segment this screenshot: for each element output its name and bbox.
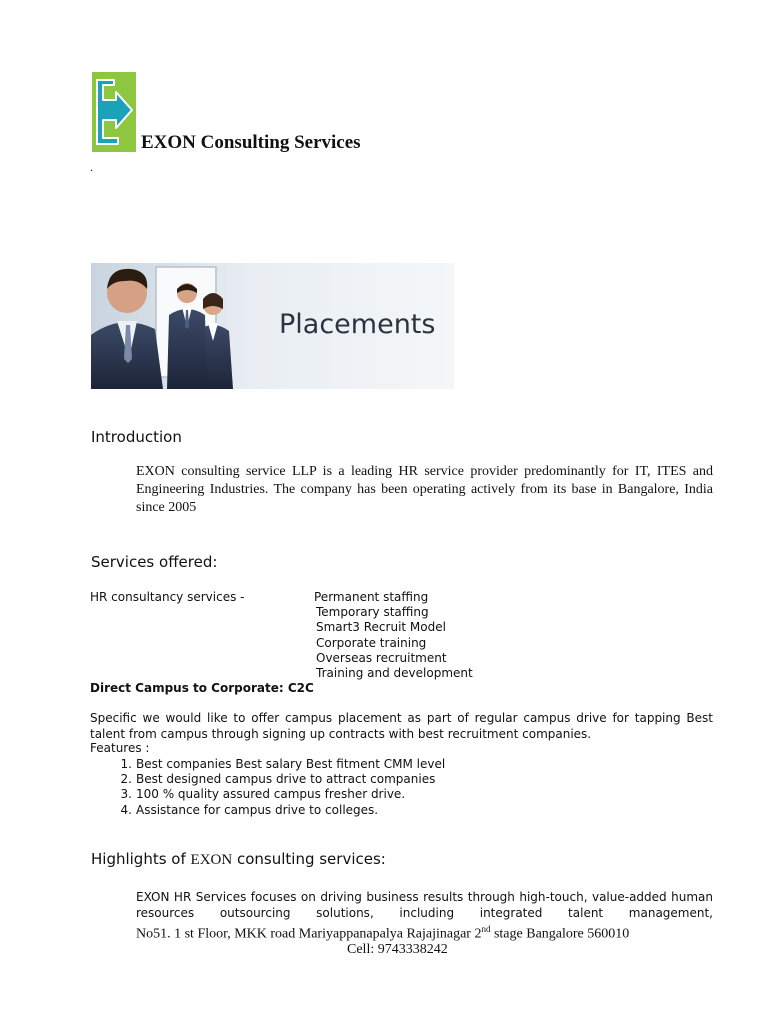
address-ordinal: nd	[481, 924, 491, 934]
services-list	[316, 590, 473, 681]
feature-item	[90, 757, 445, 772]
c2c-heading: Direct Campus to Corporate: C2C	[90, 681, 314, 695]
address-rest: stage Bangalore 560010	[490, 926, 630, 942]
feature-number: 1.	[120, 757, 132, 771]
highlights-heading	[91, 850, 386, 869]
highlights-paragraph: EXON HR Services focuses on driving business results through high-touch, value-added human resources outsourcing solutions, including integrated talent management,	[136, 890, 713, 920]
company-name: EXON Consulting Services	[141, 132, 361, 153]
service-item: Corporate training	[316, 635, 427, 650]
highlights-heading-brand: EXON	[190, 852, 233, 868]
service-item: Training and development	[316, 666, 473, 681]
feature-text: Best designed campus drive to attract companies	[136, 772, 436, 787]
footer-cell: Cell: 9743338242	[347, 942, 448, 957]
stray-dot: .	[90, 160, 93, 174]
introduction-paragraph: EXON consulting service LLP is a leading HR service provider predominantly for IT, ITES and Engineering Industries. The company has been operating actively from its base in Bangalore, India since 2005	[136, 464, 713, 515]
hr-consultancy-label: HR consultancy services -	[90, 590, 245, 604]
service-item: Permanent staffing	[314, 590, 429, 604]
feature-number: 4.	[120, 802, 132, 817]
feature-text: Best companies Best salary Best fitment CMM level	[136, 757, 446, 771]
feature-item	[90, 803, 445, 818]
feature-text: 100 % quality assured campus fresher drive.	[136, 787, 406, 802]
highlights-heading-prefix: Highlights of	[91, 850, 191, 868]
feature-text: Assistance for campus drive to colleges.	[136, 802, 379, 817]
features-list	[90, 757, 445, 818]
service-item: Temporary staffing	[316, 605, 429, 620]
feature-number: 3.	[120, 787, 132, 802]
feature-item	[90, 772, 445, 787]
features-label: Features :	[90, 741, 150, 755]
feature-item	[90, 787, 445, 802]
campus-paragraph: Specific we would like to offer campus placement as part of regular campus drive for tapping Best talent from campus through signing up contracts with best recruitment companies.	[90, 711, 713, 741]
address-main: No51. 1 st Floor, MKK road Mariyappanapalya Rajajinagar 2	[136, 926, 482, 942]
service-item: Smart3 Recruit Model	[316, 620, 446, 635]
footer-address	[136, 924, 629, 943]
feature-number: 2.	[120, 772, 132, 787]
introduction-heading: Introduction	[91, 428, 182, 446]
services-heading: Services offered:	[91, 553, 218, 571]
banner-text: Placements	[279, 309, 436, 340]
placements-banner	[91, 263, 454, 389]
service-item: Overseas recruitment	[316, 650, 447, 665]
highlights-heading-suffix: consulting services:	[232, 850, 386, 868]
company-logo	[92, 72, 136, 152]
